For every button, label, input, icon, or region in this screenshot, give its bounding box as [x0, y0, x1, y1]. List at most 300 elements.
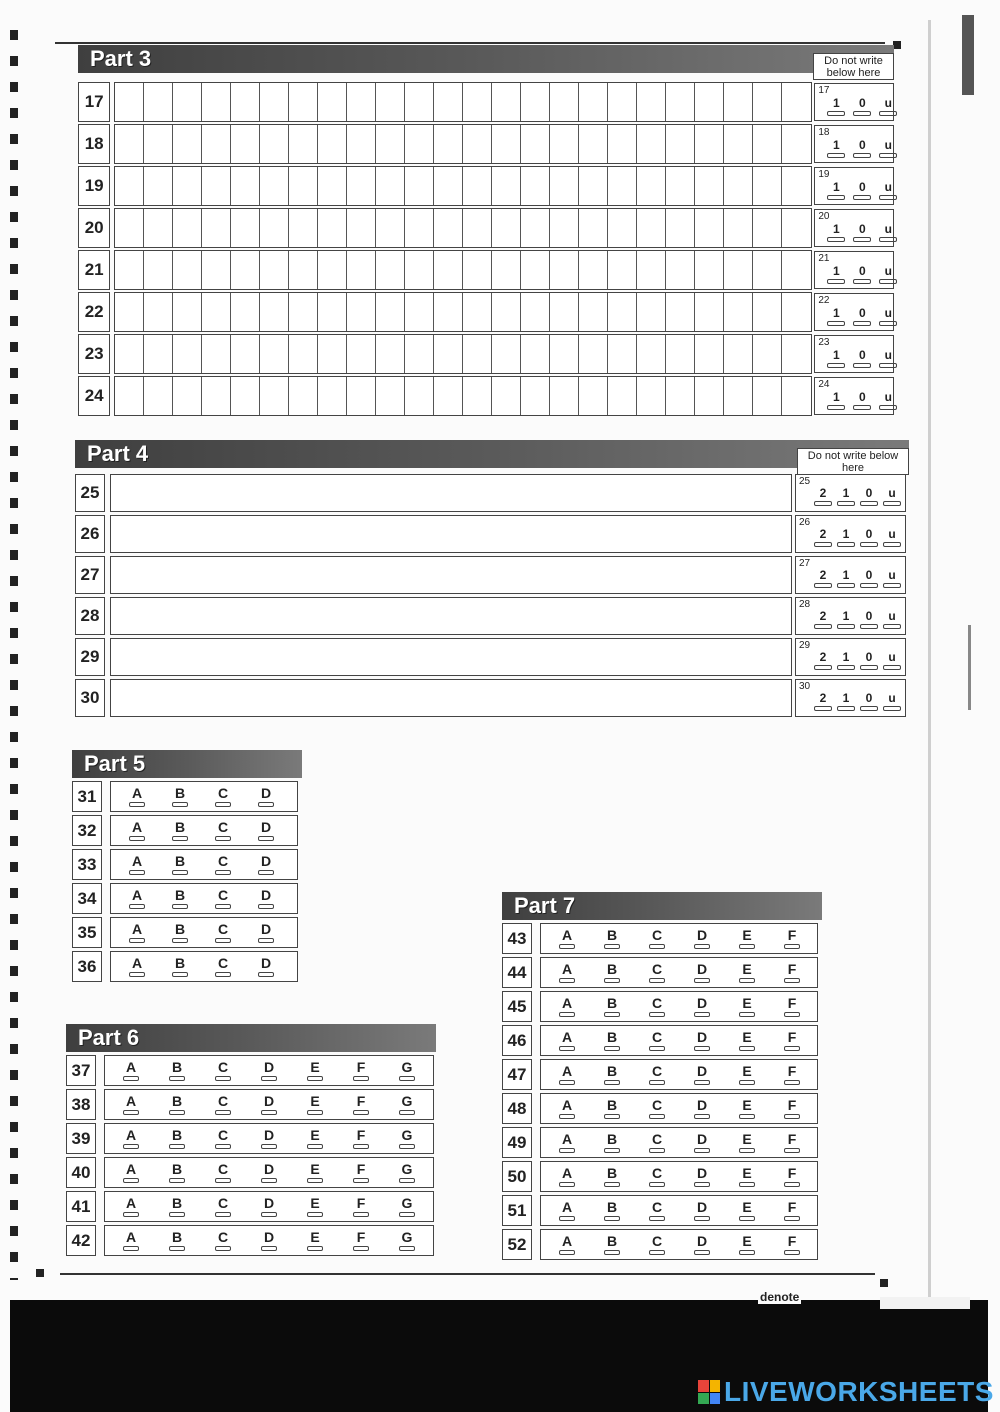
- answer-bubble[interactable]: [215, 1212, 231, 1217]
- option-c[interactable]: C: [215, 1196, 231, 1217]
- letter-box[interactable]: [289, 251, 318, 289]
- letter-box[interactable]: [434, 335, 463, 373]
- option-b[interactable]: B: [604, 996, 620, 1017]
- answer-bubble[interactable]: [307, 1076, 323, 1081]
- letter-box[interactable]: [376, 335, 405, 373]
- option-d[interactable]: D: [694, 1234, 710, 1255]
- answer-bubble[interactable]: [559, 1114, 575, 1119]
- mark-bubble[interactable]: [883, 624, 901, 629]
- option-f[interactable]: F: [784, 996, 800, 1017]
- mark-option[interactable]: 2: [814, 609, 832, 629]
- letter-box[interactable]: [347, 293, 376, 331]
- letter-box[interactable]: [260, 83, 289, 121]
- letter-box[interactable]: [260, 167, 289, 205]
- answer-bubble[interactable]: [649, 1012, 665, 1017]
- letter-box[interactable]: [666, 293, 695, 331]
- letter-box[interactable]: [260, 251, 289, 289]
- mark-option[interactable]: 1: [837, 527, 855, 547]
- mark-option[interactable]: u: [879, 306, 897, 326]
- option-d[interactable]: D: [694, 1132, 710, 1153]
- option-c[interactable]: C: [215, 1060, 231, 1081]
- answer-bubble[interactable]: [215, 972, 231, 977]
- answer-bubble[interactable]: [172, 972, 188, 977]
- answer-bubble[interactable]: [261, 1076, 277, 1081]
- letter-box[interactable]: [434, 83, 463, 121]
- answer-bubble[interactable]: [559, 1250, 575, 1255]
- answer-bubble[interactable]: [784, 1182, 800, 1187]
- mark-option[interactable]: 1: [827, 138, 845, 158]
- letter-box[interactable]: [521, 377, 550, 415]
- option-b[interactable]: B: [169, 1196, 185, 1217]
- mark-option[interactable]: 0: [853, 348, 871, 368]
- letter-box[interactable]: [376, 293, 405, 331]
- mark-option[interactable]: 0: [853, 264, 871, 284]
- letter-box[interactable]: [289, 335, 318, 373]
- letter-box[interactable]: [144, 377, 173, 415]
- answer-bubble[interactable]: [694, 944, 710, 949]
- letter-box[interactable]: [434, 251, 463, 289]
- answer-bubble[interactable]: [353, 1212, 369, 1217]
- option-a[interactable]: A: [559, 1132, 575, 1153]
- letter-box[interactable]: [782, 209, 811, 247]
- answer-field[interactable]: [110, 556, 792, 594]
- letter-box[interactable]: [724, 377, 753, 415]
- option-f[interactable]: F: [353, 1196, 369, 1217]
- letter-box[interactable]: [463, 251, 492, 289]
- letter-box[interactable]: [347, 209, 376, 247]
- letter-box[interactable]: [695, 377, 724, 415]
- option-f[interactable]: F: [784, 1064, 800, 1085]
- answer-bubble[interactable]: [604, 1148, 620, 1153]
- answer-bubble[interactable]: [784, 1046, 800, 1051]
- mark-bubble[interactable]: [879, 363, 897, 368]
- option-a[interactable]: A: [123, 1230, 139, 1251]
- mark-bubble[interactable]: [860, 542, 878, 547]
- option-f[interactable]: F: [784, 1234, 800, 1255]
- answer-bubble[interactable]: [399, 1076, 415, 1081]
- option-e[interactable]: E: [739, 928, 755, 949]
- option-d[interactable]: D: [261, 1196, 277, 1217]
- answer-bubble[interactable]: [649, 1046, 665, 1051]
- letter-box[interactable]: [231, 167, 260, 205]
- option-e[interactable]: E: [739, 1166, 755, 1187]
- letter-box[interactable]: [579, 125, 608, 163]
- answer-bubble[interactable]: [307, 1212, 323, 1217]
- letter-box[interactable]: [115, 335, 144, 373]
- letter-box[interactable]: [231, 125, 260, 163]
- option-f[interactable]: F: [784, 1200, 800, 1221]
- letter-box[interactable]: [550, 293, 579, 331]
- mark-option[interactable]: 1: [837, 691, 855, 711]
- letter-box[interactable]: [318, 83, 347, 121]
- letter-box[interactable]: [463, 83, 492, 121]
- answer-bubble[interactable]: [739, 1216, 755, 1221]
- letter-box[interactable]: [463, 209, 492, 247]
- letter-box[interactable]: [260, 293, 289, 331]
- answer-bubble[interactable]: [784, 1114, 800, 1119]
- option-a[interactable]: A: [129, 786, 145, 807]
- answer-bubble[interactable]: [307, 1246, 323, 1251]
- letter-box[interactable]: [753, 209, 782, 247]
- mark-bubble[interactable]: [860, 706, 878, 711]
- answer-bubble[interactable]: [215, 1246, 231, 1251]
- option-f[interactable]: F: [353, 1060, 369, 1081]
- option-e[interactable]: E: [739, 962, 755, 983]
- option-c[interactable]: C: [215, 1128, 231, 1149]
- answer-bubble[interactable]: [739, 944, 755, 949]
- mark-option[interactable]: 0: [853, 222, 871, 242]
- option-g[interactable]: G: [399, 1230, 415, 1251]
- mark-bubble[interactable]: [837, 542, 855, 547]
- answer-bubble[interactable]: [649, 1250, 665, 1255]
- letter-box[interactable]: [550, 167, 579, 205]
- option-a[interactable]: A: [559, 1166, 575, 1187]
- letter-box[interactable]: [492, 251, 521, 289]
- mark-option[interactable]: 0: [860, 486, 878, 506]
- answer-bubble[interactable]: [129, 836, 145, 841]
- answer-bubble[interactable]: [261, 1212, 277, 1217]
- option-e[interactable]: E: [307, 1196, 323, 1217]
- answer-bubble[interactable]: [559, 1080, 575, 1085]
- letter-box[interactable]: [550, 377, 579, 415]
- option-d[interactable]: D: [694, 962, 710, 983]
- mark-bubble[interactable]: [853, 153, 871, 158]
- letter-box[interactable]: [521, 167, 550, 205]
- answer-bubble[interactable]: [129, 904, 145, 909]
- answer-bubble[interactable]: [784, 1080, 800, 1085]
- letter-box[interactable]: [782, 335, 811, 373]
- answer-bubble[interactable]: [169, 1144, 185, 1149]
- letter-box[interactable]: [289, 83, 318, 121]
- option-e[interactable]: E: [307, 1060, 323, 1081]
- mark-option[interactable]: u: [879, 390, 897, 410]
- option-e[interactable]: E: [739, 996, 755, 1017]
- letter-box[interactable]: [289, 377, 318, 415]
- letter-box[interactable]: [579, 167, 608, 205]
- letter-box[interactable]: [376, 209, 405, 247]
- answer-bubble[interactable]: [258, 972, 274, 977]
- option-b[interactable]: B: [604, 1132, 620, 1153]
- letter-box[interactable]: [695, 293, 724, 331]
- letter-box[interactable]: [376, 125, 405, 163]
- option-a[interactable]: A: [559, 1234, 575, 1255]
- letter-box[interactable]: [376, 167, 405, 205]
- letter-box[interactable]: [463, 167, 492, 205]
- option-b[interactable]: B: [169, 1060, 185, 1081]
- answer-bubble[interactable]: [559, 1216, 575, 1221]
- mark-option[interactable]: 1: [837, 650, 855, 670]
- option-c[interactable]: C: [649, 1064, 665, 1085]
- answer-bubble[interactable]: [129, 938, 145, 943]
- option-c[interactable]: C: [649, 1234, 665, 1255]
- letter-box[interactable]: [608, 83, 637, 121]
- option-d[interactable]: D: [694, 928, 710, 949]
- answer-bubble[interactable]: [172, 938, 188, 943]
- option-f[interactable]: F: [784, 1098, 800, 1119]
- letter-box[interactable]: [144, 209, 173, 247]
- option-a[interactable]: A: [559, 1030, 575, 1051]
- letter-box[interactable]: [579, 293, 608, 331]
- mark-option[interactable]: 0: [853, 96, 871, 116]
- option-e[interactable]: E: [739, 1234, 755, 1255]
- answer-bubble[interactable]: [258, 836, 274, 841]
- option-b[interactable]: B: [604, 1064, 620, 1085]
- letter-box[interactable]: [202, 251, 231, 289]
- mark-option[interactable]: 0: [860, 609, 878, 629]
- option-c[interactable]: C: [649, 996, 665, 1017]
- answer-bubble[interactable]: [604, 1080, 620, 1085]
- letter-box[interactable]: [637, 335, 666, 373]
- letter-box[interactable]: [173, 251, 202, 289]
- letter-box[interactable]: [782, 251, 811, 289]
- letter-box[interactable]: [173, 125, 202, 163]
- answer-bubble[interactable]: [784, 978, 800, 983]
- letter-box[interactable]: [724, 209, 753, 247]
- answer-bubble[interactable]: [172, 904, 188, 909]
- answer-bubble[interactable]: [694, 1216, 710, 1221]
- answer-bubble[interactable]: [649, 1080, 665, 1085]
- answer-bubble[interactable]: [129, 870, 145, 875]
- option-b[interactable]: B: [604, 1166, 620, 1187]
- letter-box[interactable]: [695, 167, 724, 205]
- option-c[interactable]: C: [215, 1162, 231, 1183]
- mark-option[interactable]: 0: [853, 390, 871, 410]
- answer-bubble[interactable]: [258, 904, 274, 909]
- answer-bubble[interactable]: [559, 978, 575, 983]
- answer-bubble[interactable]: [559, 1148, 575, 1153]
- letter-box[interactable]: [579, 377, 608, 415]
- option-a[interactable]: A: [123, 1094, 139, 1115]
- answer-bubble[interactable]: [261, 1178, 277, 1183]
- letter-box[interactable]: [173, 377, 202, 415]
- option-d[interactable]: D: [261, 1230, 277, 1251]
- mark-option[interactable]: 0: [853, 138, 871, 158]
- mark-bubble[interactable]: [837, 665, 855, 670]
- mark-option[interactable]: 2: [814, 486, 832, 506]
- answer-bubble[interactable]: [123, 1076, 139, 1081]
- letter-box[interactable]: [202, 335, 231, 373]
- letter-box[interactable]: [405, 125, 434, 163]
- answer-bubble[interactable]: [649, 1114, 665, 1119]
- letter-box[interactable]: [173, 335, 202, 373]
- option-e[interactable]: E: [307, 1128, 323, 1149]
- letter-box[interactable]: [318, 125, 347, 163]
- option-a[interactable]: A: [129, 888, 145, 909]
- answer-field[interactable]: [110, 679, 792, 717]
- letter-box[interactable]: [666, 83, 695, 121]
- letter-box[interactable]: [405, 167, 434, 205]
- option-b[interactable]: B: [172, 854, 188, 875]
- letter-box[interactable]: [782, 167, 811, 205]
- answer-field[interactable]: [110, 597, 792, 635]
- answer-bubble[interactable]: [172, 836, 188, 841]
- letter-box[interactable]: [463, 293, 492, 331]
- answer-bubble[interactable]: [649, 1148, 665, 1153]
- answer-bubble[interactable]: [353, 1076, 369, 1081]
- option-a[interactable]: A: [559, 1064, 575, 1085]
- letter-box[interactable]: [260, 377, 289, 415]
- option-c[interactable]: C: [649, 962, 665, 983]
- letter-box[interactable]: [492, 293, 521, 331]
- mark-option[interactable]: u: [879, 222, 897, 242]
- answer-bubble[interactable]: [739, 1046, 755, 1051]
- mark-bubble[interactable]: [827, 279, 845, 284]
- letter-box[interactable]: [376, 83, 405, 121]
- answer-bubble[interactable]: [353, 1178, 369, 1183]
- letter-box[interactable]: [753, 293, 782, 331]
- answer-bubble[interactable]: [559, 944, 575, 949]
- option-d[interactable]: D: [694, 1200, 710, 1221]
- option-d[interactable]: D: [258, 922, 274, 943]
- answer-bubble[interactable]: [694, 1012, 710, 1017]
- letter-box[interactable]: [144, 167, 173, 205]
- mark-bubble[interactable]: [879, 111, 897, 116]
- answer-bubble[interactable]: [129, 802, 145, 807]
- option-d[interactable]: D: [261, 1060, 277, 1081]
- letter-box[interactable]: [318, 377, 347, 415]
- mark-bubble[interactable]: [853, 279, 871, 284]
- letter-box[interactable]: [202, 167, 231, 205]
- option-a[interactable]: A: [559, 962, 575, 983]
- option-c[interactable]: C: [215, 888, 231, 909]
- letter-box[interactable]: [782, 377, 811, 415]
- option-b[interactable]: B: [172, 956, 188, 977]
- option-b[interactable]: B: [604, 1098, 620, 1119]
- letter-box[interactable]: [173, 83, 202, 121]
- option-a[interactable]: A: [559, 1200, 575, 1221]
- letter-box[interactable]: [202, 377, 231, 415]
- letter-box[interactable]: [318, 209, 347, 247]
- option-g[interactable]: G: [399, 1196, 415, 1217]
- option-c[interactable]: C: [215, 1094, 231, 1115]
- letter-box[interactable]: [115, 83, 144, 121]
- letter-box[interactable]: [550, 83, 579, 121]
- letter-box[interactable]: [608, 167, 637, 205]
- answer-bubble[interactable]: [739, 1080, 755, 1085]
- letter-box[interactable]: [753, 125, 782, 163]
- answer-bubble[interactable]: [399, 1246, 415, 1251]
- letter-box[interactable]: [608, 209, 637, 247]
- option-e[interactable]: E: [739, 1030, 755, 1051]
- letter-box[interactable]: [724, 83, 753, 121]
- answer-bubble[interactable]: [353, 1110, 369, 1115]
- answer-bubble[interactable]: [739, 1148, 755, 1153]
- letter-box[interactable]: [115, 125, 144, 163]
- answer-bubble[interactable]: [123, 1212, 139, 1217]
- answer-bubble[interactable]: [169, 1110, 185, 1115]
- letter-box[interactable]: [463, 335, 492, 373]
- letter-box[interactable]: [666, 209, 695, 247]
- letter-box[interactable]: [347, 167, 376, 205]
- mark-option[interactable]: u: [879, 264, 897, 284]
- answer-field[interactable]: [110, 474, 792, 512]
- answer-bubble[interactable]: [215, 904, 231, 909]
- letter-box[interactable]: [347, 377, 376, 415]
- letter-box[interactable]: [695, 251, 724, 289]
- answer-bubble[interactable]: [215, 1110, 231, 1115]
- option-b[interactable]: B: [172, 922, 188, 943]
- letter-box[interactable]: [666, 377, 695, 415]
- mark-bubble[interactable]: [814, 665, 832, 670]
- option-b[interactable]: B: [169, 1094, 185, 1115]
- option-d[interactable]: D: [694, 1098, 710, 1119]
- letter-box[interactable]: [463, 125, 492, 163]
- option-d[interactable]: D: [258, 888, 274, 909]
- letter-box[interactable]: [579, 251, 608, 289]
- option-b[interactable]: B: [604, 1200, 620, 1221]
- option-d[interactable]: D: [261, 1128, 277, 1149]
- mark-bubble[interactable]: [853, 195, 871, 200]
- letter-box[interactable]: [492, 377, 521, 415]
- answer-bubble[interactable]: [172, 802, 188, 807]
- answer-bubble[interactable]: [604, 978, 620, 983]
- letter-box[interactable]: [202, 83, 231, 121]
- mark-bubble[interactable]: [879, 321, 897, 326]
- letter-box[interactable]: [318, 335, 347, 373]
- option-e[interactable]: E: [739, 1098, 755, 1119]
- letter-box[interactable]: [492, 335, 521, 373]
- answer-bubble[interactable]: [559, 1046, 575, 1051]
- option-e[interactable]: E: [739, 1064, 755, 1085]
- answer-bubble[interactable]: [258, 802, 274, 807]
- option-d[interactable]: D: [261, 1094, 277, 1115]
- mark-option[interactable]: 1: [827, 306, 845, 326]
- letter-box[interactable]: [579, 335, 608, 373]
- letter-box[interactable]: [724, 251, 753, 289]
- letter-box[interactable]: [434, 377, 463, 415]
- answer-bubble[interactable]: [784, 1012, 800, 1017]
- answer-bubble[interactable]: [123, 1178, 139, 1183]
- letter-box[interactable]: [550, 125, 579, 163]
- answer-bubble[interactable]: [261, 1246, 277, 1251]
- mark-bubble[interactable]: [879, 405, 897, 410]
- answer-bubble[interactable]: [739, 1250, 755, 1255]
- letter-box[interactable]: [231, 83, 260, 121]
- option-c[interactable]: C: [649, 928, 665, 949]
- option-d[interactable]: D: [694, 996, 710, 1017]
- mark-option[interactable]: u: [879, 348, 897, 368]
- answer-bubble[interactable]: [261, 1110, 277, 1115]
- answer-bubble[interactable]: [694, 978, 710, 983]
- letter-box[interactable]: [347, 83, 376, 121]
- option-e[interactable]: E: [739, 1200, 755, 1221]
- option-f[interactable]: F: [784, 962, 800, 983]
- option-c[interactable]: C: [649, 1166, 665, 1187]
- option-e[interactable]: E: [307, 1230, 323, 1251]
- letter-box[interactable]: [521, 125, 550, 163]
- answer-bubble[interactable]: [604, 1012, 620, 1017]
- option-c[interactable]: C: [215, 820, 231, 841]
- option-c[interactable]: C: [649, 1132, 665, 1153]
- letter-box[interactable]: [695, 209, 724, 247]
- mark-option[interactable]: 0: [860, 568, 878, 588]
- mark-option[interactable]: u: [879, 96, 897, 116]
- answer-bubble[interactable]: [649, 1182, 665, 1187]
- letter-box[interactable]: [637, 125, 666, 163]
- mark-option[interactable]: u: [879, 138, 897, 158]
- answer-bubble[interactable]: [123, 1144, 139, 1149]
- mark-option[interactable]: u: [883, 691, 901, 711]
- option-a[interactable]: A: [129, 922, 145, 943]
- answer-bubble[interactable]: [784, 944, 800, 949]
- option-a[interactable]: A: [123, 1060, 139, 1081]
- answer-bubble[interactable]: [307, 1178, 323, 1183]
- answer-bubble[interactable]: [169, 1212, 185, 1217]
- answer-bubble[interactable]: [604, 1250, 620, 1255]
- mark-bubble[interactable]: [853, 111, 871, 116]
- answer-bubble[interactable]: [559, 1012, 575, 1017]
- option-d[interactable]: D: [261, 1162, 277, 1183]
